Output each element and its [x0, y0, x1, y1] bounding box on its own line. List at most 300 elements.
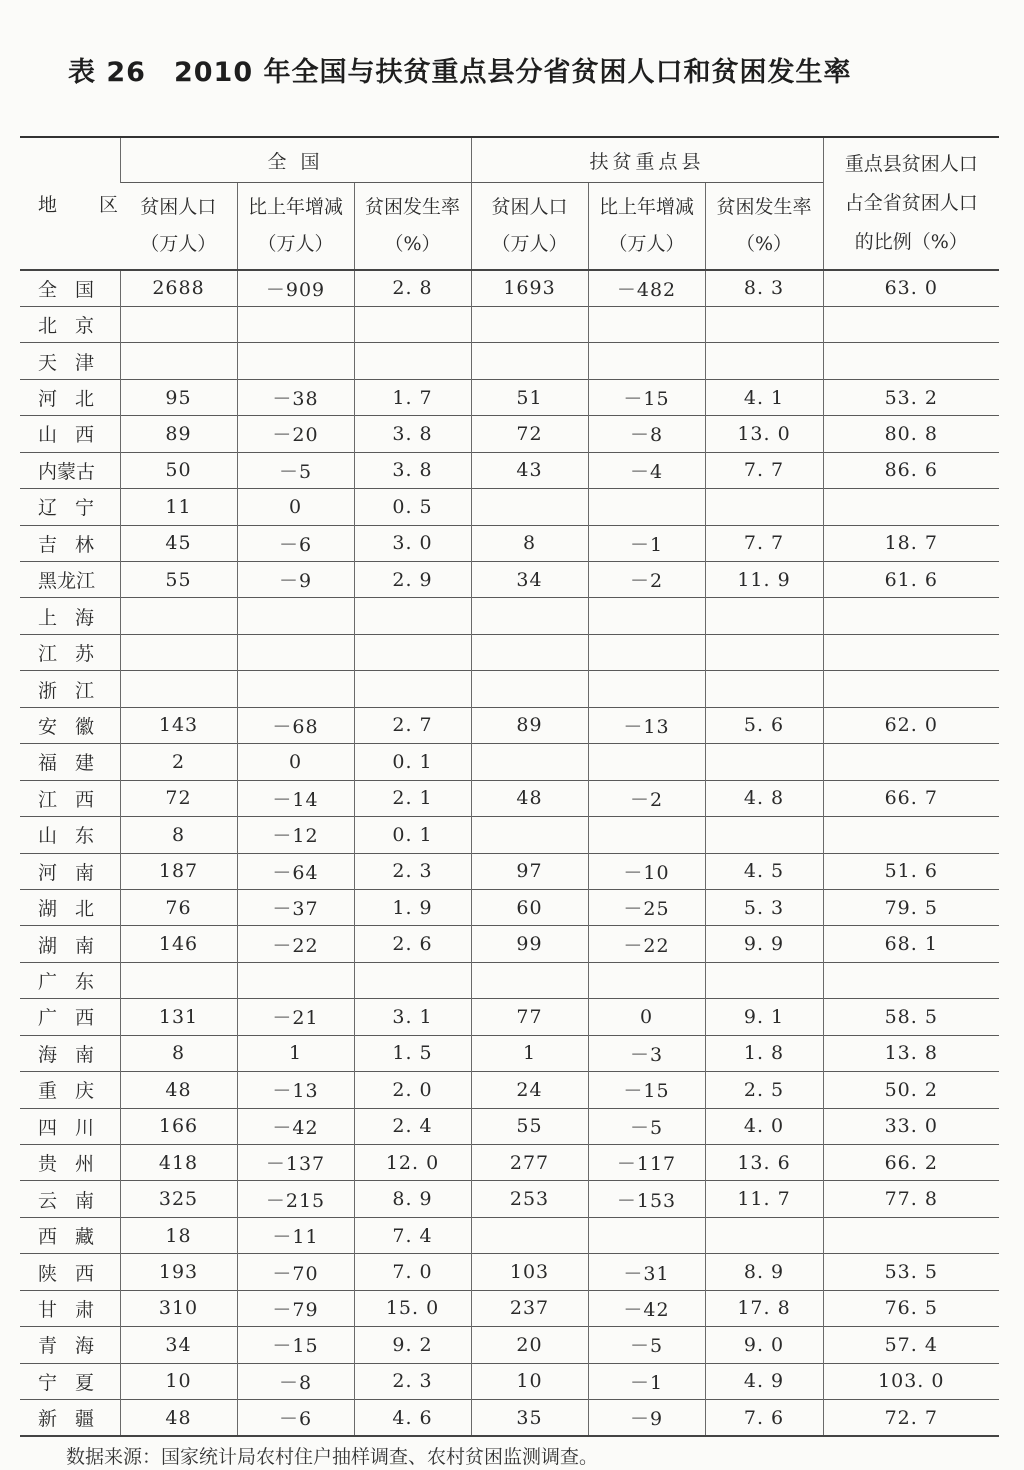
county-rate-cell: 9. 9	[705, 926, 823, 962]
region-cell: 甘肃	[20, 1290, 120, 1326]
table-row	[20, 853, 999, 889]
region-cell: 黑龙江	[20, 562, 120, 598]
county-ratio-cell: 68. 1	[823, 926, 999, 962]
national-change-cell: －20	[237, 416, 354, 452]
national-population-cell: 187	[120, 853, 237, 889]
header-county-population	[471, 183, 588, 271]
table-row	[20, 270, 999, 306]
county-population-cell: 77	[471, 999, 588, 1035]
table-row	[20, 1400, 999, 1436]
county-change-cell: －15	[588, 1072, 705, 1108]
header-region: 地 区	[20, 137, 120, 270]
county-change-cell: －3	[588, 1035, 705, 1071]
header-unit: （万人）	[140, 233, 217, 255]
table-row	[20, 634, 999, 670]
table-title	[68, 50, 852, 89]
county-change-cell: －13	[588, 707, 705, 743]
national-population-cell	[120, 598, 237, 634]
county-ratio-cell: 66. 7	[823, 780, 999, 816]
national-rate-cell	[354, 598, 471, 634]
table-row	[20, 525, 999, 561]
header-unit: （%）	[735, 233, 793, 255]
national-rate-cell: 0. 1	[354, 817, 471, 853]
county-population-cell: 60	[471, 889, 588, 925]
header-national-change	[237, 183, 354, 271]
table-row	[20, 343, 999, 379]
table-row	[20, 1254, 999, 1290]
county-rate-cell	[705, 1217, 823, 1253]
region-cell: 吉林	[20, 525, 120, 561]
county-population-cell	[471, 744, 588, 780]
national-rate-cell: 2. 3	[354, 853, 471, 889]
national-change-cell: －21	[237, 999, 354, 1035]
table-row	[20, 1108, 999, 1144]
county-change-cell: 0	[588, 999, 705, 1035]
national-change-cell: 0	[237, 489, 354, 525]
national-change-cell: －68	[237, 707, 354, 743]
national-population-cell: 131	[120, 999, 237, 1035]
table-row	[20, 1327, 999, 1363]
national-rate-cell: 15. 0	[354, 1290, 471, 1326]
county-change-cell: －42	[588, 1290, 705, 1326]
county-change-cell	[588, 1217, 705, 1253]
county-rate-cell: 7. 7	[705, 525, 823, 561]
county-population-cell: 237	[471, 1290, 588, 1326]
region-cell: 福建	[20, 744, 120, 780]
county-change-cell	[588, 671, 705, 707]
county-ratio-cell: 33. 0	[823, 1108, 999, 1144]
region-cell: 湖南	[20, 926, 120, 962]
county-change-cell: －2	[588, 562, 705, 598]
county-change-cell: －117	[588, 1145, 705, 1181]
county-population-cell: 277	[471, 1145, 588, 1181]
national-population-cell: 50	[120, 452, 237, 488]
header-county-change	[588, 183, 705, 271]
national-population-cell: 10	[120, 1363, 237, 1399]
region-cell: 重庆	[20, 1072, 120, 1108]
region-cell: 山西	[20, 416, 120, 452]
county-population-cell	[471, 962, 588, 998]
national-change-cell	[237, 634, 354, 670]
county-ratio-cell: 86. 6	[823, 452, 999, 488]
national-change-cell: －8	[237, 1363, 354, 1399]
region-cell: 广东	[20, 962, 120, 998]
region-cell: 西藏	[20, 1217, 120, 1253]
header-label: 比上年增减	[247, 196, 343, 218]
national-population-cell: 8	[120, 817, 237, 853]
county-population-cell	[471, 1217, 588, 1253]
header-group-counties: 扶贫重点县	[471, 137, 823, 183]
region-cell: 湖北	[20, 889, 120, 925]
header-ratio-line: 重点县贫困人口	[844, 153, 978, 175]
header-group-national: 全 国	[120, 137, 471, 183]
data-source-note: 数据来源：国家统计局农村住户抽样调查、农村贫困监测调查。	[66, 1446, 599, 1468]
table-row	[20, 1181, 999, 1217]
national-population-cell: 89	[120, 416, 237, 452]
national-change-cell: －137	[237, 1145, 354, 1181]
national-rate-cell: 3. 1	[354, 999, 471, 1035]
county-change-cell: －1	[588, 1363, 705, 1399]
national-change-cell: 0	[237, 744, 354, 780]
county-population-cell	[471, 306, 588, 342]
national-rate-cell: 4. 6	[354, 1400, 471, 1436]
county-ratio-cell	[823, 634, 999, 670]
national-population-cell: 146	[120, 926, 237, 962]
national-change-cell	[237, 343, 354, 379]
county-ratio-cell	[823, 744, 999, 780]
county-change-cell: －5	[588, 1327, 705, 1363]
national-rate-cell: 9. 2	[354, 1327, 471, 1363]
national-rate-cell: 3. 0	[354, 525, 471, 561]
county-rate-cell: 4. 8	[705, 780, 823, 816]
header-national-population	[120, 183, 237, 271]
county-population-cell: 97	[471, 853, 588, 889]
national-population-cell: 95	[120, 379, 237, 415]
county-rate-cell: 7. 7	[705, 452, 823, 488]
national-change-cell: －22	[237, 926, 354, 962]
national-population-cell: 72	[120, 780, 237, 816]
county-change-cell: －10	[588, 853, 705, 889]
county-ratio-cell: 57. 4	[823, 1327, 999, 1363]
national-change-cell: －6	[237, 1400, 354, 1436]
county-ratio-cell	[823, 1217, 999, 1253]
county-change-cell	[588, 489, 705, 525]
table-body	[20, 270, 999, 1436]
region-cell: 山东	[20, 817, 120, 853]
county-ratio-cell	[823, 489, 999, 525]
table-row	[20, 889, 999, 925]
table-number: 表 26	[68, 57, 146, 88]
county-ratio-cell: 51. 6	[823, 853, 999, 889]
county-change-cell: －2	[588, 780, 705, 816]
county-change-cell	[588, 817, 705, 853]
region-cell: 浙江	[20, 671, 120, 707]
county-change-cell	[588, 634, 705, 670]
county-rate-cell: 5. 3	[705, 889, 823, 925]
county-ratio-cell	[823, 343, 999, 379]
national-population-cell: 76	[120, 889, 237, 925]
county-rate-cell: 4. 1	[705, 379, 823, 415]
county-population-cell: 72	[471, 416, 588, 452]
national-rate-cell: 2. 4	[354, 1108, 471, 1144]
region-cell: 青海	[20, 1327, 120, 1363]
county-population-cell: 103	[471, 1254, 588, 1290]
county-ratio-cell	[823, 598, 999, 634]
national-rate-cell: 2. 8	[354, 270, 471, 306]
national-population-cell	[120, 962, 237, 998]
national-rate-cell: 8. 9	[354, 1181, 471, 1217]
national-rate-cell	[354, 634, 471, 670]
region-cell: 河北	[20, 379, 120, 415]
county-ratio-cell: 53. 5	[823, 1254, 999, 1290]
county-change-cell	[588, 744, 705, 780]
header-label: 贫困人口	[140, 196, 217, 218]
county-population-cell: 51	[471, 379, 588, 415]
header-ratio-line: 占全省贫困人口	[844, 192, 978, 214]
county-ratio-cell: 76. 5	[823, 1290, 999, 1326]
national-population-cell	[120, 306, 237, 342]
national-change-cell: －5	[237, 452, 354, 488]
national-change-cell: －12	[237, 817, 354, 853]
national-rate-cell: 1. 5	[354, 1035, 471, 1071]
county-rate-cell: 4. 5	[705, 853, 823, 889]
county-population-cell	[471, 489, 588, 525]
county-change-cell: －22	[588, 926, 705, 962]
region-cell: 内蒙古	[20, 452, 120, 488]
table-row	[20, 416, 999, 452]
national-rate-cell	[354, 306, 471, 342]
region-cell: 河南	[20, 853, 120, 889]
national-change-cell: －6	[237, 525, 354, 561]
table-row	[20, 999, 999, 1035]
county-ratio-cell: 79. 5	[823, 889, 999, 925]
county-change-cell: －482	[588, 270, 705, 306]
table-row	[20, 1363, 999, 1399]
county-rate-cell: 9. 1	[705, 999, 823, 1035]
county-rate-cell	[705, 962, 823, 998]
region-cell: 全国	[20, 270, 120, 306]
national-change-cell	[237, 962, 354, 998]
county-population-cell: 48	[471, 780, 588, 816]
county-population-cell	[471, 343, 588, 379]
table-row	[20, 1217, 999, 1253]
region-cell: 上海	[20, 598, 120, 634]
county-population-cell: 253	[471, 1181, 588, 1217]
county-change-cell: －8	[588, 416, 705, 452]
national-population-cell: 45	[120, 525, 237, 561]
national-rate-cell: 2. 3	[354, 1363, 471, 1399]
county-rate-cell	[705, 744, 823, 780]
national-change-cell: －79	[237, 1290, 354, 1326]
national-change-cell	[237, 671, 354, 707]
header-ratio-line: 的比例（%）	[854, 231, 968, 253]
national-population-cell	[120, 634, 237, 670]
national-population-cell: 166	[120, 1108, 237, 1144]
table-row	[20, 306, 999, 342]
national-change-cell: －11	[237, 1217, 354, 1253]
county-population-cell: 89	[471, 707, 588, 743]
national-population-cell: 48	[120, 1072, 237, 1108]
county-change-cell: －9	[588, 1400, 705, 1436]
county-rate-cell	[705, 671, 823, 707]
county-ratio-cell: 80. 8	[823, 416, 999, 452]
header-ratio	[823, 137, 999, 270]
region-cell: 天津	[20, 343, 120, 379]
header-unit: （%）	[384, 233, 441, 255]
national-population-cell: 193	[120, 1254, 237, 1290]
county-rate-cell: 8. 9	[705, 1254, 823, 1290]
national-rate-cell: 1. 9	[354, 889, 471, 925]
national-rate-cell: 3. 8	[354, 416, 471, 452]
county-change-cell: －4	[588, 452, 705, 488]
county-rate-cell: 8. 3	[705, 270, 823, 306]
county-ratio-cell: 18. 7	[823, 525, 999, 561]
national-rate-cell: 7. 0	[354, 1254, 471, 1290]
table-row	[20, 452, 999, 488]
region-cell: 宁夏	[20, 1363, 120, 1399]
table-row	[20, 1145, 999, 1181]
national-population-cell: 34	[120, 1327, 237, 1363]
header-label: 贫困发生率	[716, 196, 812, 218]
region-cell: 广西	[20, 999, 120, 1035]
national-change-cell: －13	[237, 1072, 354, 1108]
county-population-cell	[471, 598, 588, 634]
national-rate-cell: 2. 0	[354, 1072, 471, 1108]
county-population-cell: 10	[471, 1363, 588, 1399]
county-change-cell	[588, 306, 705, 342]
national-rate-cell: 2. 1	[354, 780, 471, 816]
region-cell: 云南	[20, 1181, 120, 1217]
national-rate-cell: 7. 4	[354, 1217, 471, 1253]
national-rate-cell	[354, 343, 471, 379]
table-row	[20, 780, 999, 816]
county-population-cell: 24	[471, 1072, 588, 1108]
table-row	[20, 1035, 999, 1071]
county-rate-cell: 4. 0	[705, 1108, 823, 1144]
national-change-cell	[237, 306, 354, 342]
region-cell: 江苏	[20, 634, 120, 670]
national-rate-cell: 12. 0	[354, 1145, 471, 1181]
region-cell: 陕西	[20, 1254, 120, 1290]
county-population-cell	[471, 634, 588, 670]
county-rate-cell: 4. 9	[705, 1363, 823, 1399]
national-rate-cell	[354, 962, 471, 998]
county-rate-cell: 1. 8	[705, 1035, 823, 1071]
county-population-cell	[471, 671, 588, 707]
national-rate-cell: 1. 7	[354, 379, 471, 415]
national-population-cell: 18	[120, 1217, 237, 1253]
county-ratio-cell: 63. 0	[823, 270, 999, 306]
county-population-cell	[471, 817, 588, 853]
national-change-cell: －38	[237, 379, 354, 415]
region-cell: 安徽	[20, 707, 120, 743]
county-population-cell: 1693	[471, 270, 588, 306]
region-cell: 新疆	[20, 1400, 120, 1436]
county-population-cell: 8	[471, 525, 588, 561]
national-change-cell: －70	[237, 1254, 354, 1290]
national-change-cell: －42	[237, 1108, 354, 1144]
header-county-rate	[705, 183, 823, 271]
region-cell: 北京	[20, 306, 120, 342]
county-rate-cell	[705, 598, 823, 634]
county-change-cell	[588, 343, 705, 379]
region-cell: 贵州	[20, 1145, 120, 1181]
national-change-cell: 1	[237, 1035, 354, 1071]
national-population-cell: 48	[120, 1400, 237, 1436]
county-change-cell: －1	[588, 525, 705, 561]
table-row	[20, 962, 999, 998]
table-row	[20, 379, 999, 415]
county-population-cell: 35	[471, 1400, 588, 1436]
county-rate-cell: 11. 9	[705, 562, 823, 598]
national-population-cell: 310	[120, 1290, 237, 1326]
national-change-cell: －37	[237, 889, 354, 925]
county-population-cell: 20	[471, 1327, 588, 1363]
national-rate-cell: 2. 9	[354, 562, 471, 598]
county-rate-cell	[705, 306, 823, 342]
county-change-cell: －153	[588, 1181, 705, 1217]
national-population-cell: 2	[120, 744, 237, 780]
table-row	[20, 817, 999, 853]
national-population-cell: 143	[120, 707, 237, 743]
table-row	[20, 489, 999, 525]
county-change-cell: －15	[588, 379, 705, 415]
national-rate-cell: 0. 1	[354, 744, 471, 780]
county-ratio-cell: 72. 7	[823, 1400, 999, 1436]
table-row	[20, 1290, 999, 1326]
county-ratio-cell: 61. 6	[823, 562, 999, 598]
county-rate-cell: 13. 0	[705, 416, 823, 452]
county-rate-cell	[705, 343, 823, 379]
header-label: 比上年增减	[598, 196, 694, 218]
national-change-cell: －64	[237, 853, 354, 889]
header-unit: （万人）	[257, 233, 334, 255]
national-rate-cell: 2. 7	[354, 707, 471, 743]
national-population-cell	[120, 671, 237, 707]
county-ratio-cell: 53. 2	[823, 379, 999, 415]
county-rate-cell: 11. 7	[705, 1181, 823, 1217]
table-row	[20, 744, 999, 780]
table-row	[20, 671, 999, 707]
county-rate-cell: 7. 6	[705, 1400, 823, 1436]
county-population-cell: 55	[471, 1108, 588, 1144]
national-population-cell	[120, 343, 237, 379]
header-unit: （万人）	[491, 233, 568, 255]
table-row	[20, 598, 999, 634]
table-row	[20, 562, 999, 598]
national-change-cell	[237, 598, 354, 634]
county-population-cell: 1	[471, 1035, 588, 1071]
national-change-cell: －909	[237, 270, 354, 306]
national-population-cell: 325	[120, 1181, 237, 1217]
county-rate-cell	[705, 817, 823, 853]
county-ratio-cell	[823, 306, 999, 342]
county-ratio-cell	[823, 671, 999, 707]
county-rate-cell: 5. 6	[705, 707, 823, 743]
county-rate-cell: 9. 0	[705, 1327, 823, 1363]
county-rate-cell	[705, 489, 823, 525]
county-change-cell: －5	[588, 1108, 705, 1144]
national-population-cell: 418	[120, 1145, 237, 1181]
region-cell: 四川	[20, 1108, 120, 1144]
county-ratio-cell	[823, 962, 999, 998]
county-rate-cell: 13. 6	[705, 1145, 823, 1181]
national-population-cell: 11	[120, 489, 237, 525]
national-change-cell: －9	[237, 562, 354, 598]
region-cell: 辽宁	[20, 489, 120, 525]
national-change-cell: －215	[237, 1181, 354, 1217]
national-population-cell: 55	[120, 562, 237, 598]
region-cell: 江西	[20, 780, 120, 816]
national-population-cell: 2688	[120, 270, 237, 306]
county-ratio-cell: 50. 2	[823, 1072, 999, 1108]
header-unit: （万人）	[608, 233, 685, 255]
national-rate-cell: 0. 5	[354, 489, 471, 525]
header-national-rate	[354, 183, 471, 271]
county-change-cell: －25	[588, 889, 705, 925]
header-label: 贫困人口	[491, 196, 568, 218]
county-ratio-cell: 62. 0	[823, 707, 999, 743]
county-change-cell	[588, 962, 705, 998]
national-rate-cell: 2. 6	[354, 926, 471, 962]
county-population-cell: 43	[471, 452, 588, 488]
poverty-table	[20, 136, 999, 1437]
county-change-cell	[588, 598, 705, 634]
county-ratio-cell: 77. 8	[823, 1181, 999, 1217]
national-change-cell: －15	[237, 1327, 354, 1363]
table-caption: 2010 年全国与扶贫重点县分省贫困人口和贫困发生率	[173, 57, 852, 88]
county-change-cell: －31	[588, 1254, 705, 1290]
